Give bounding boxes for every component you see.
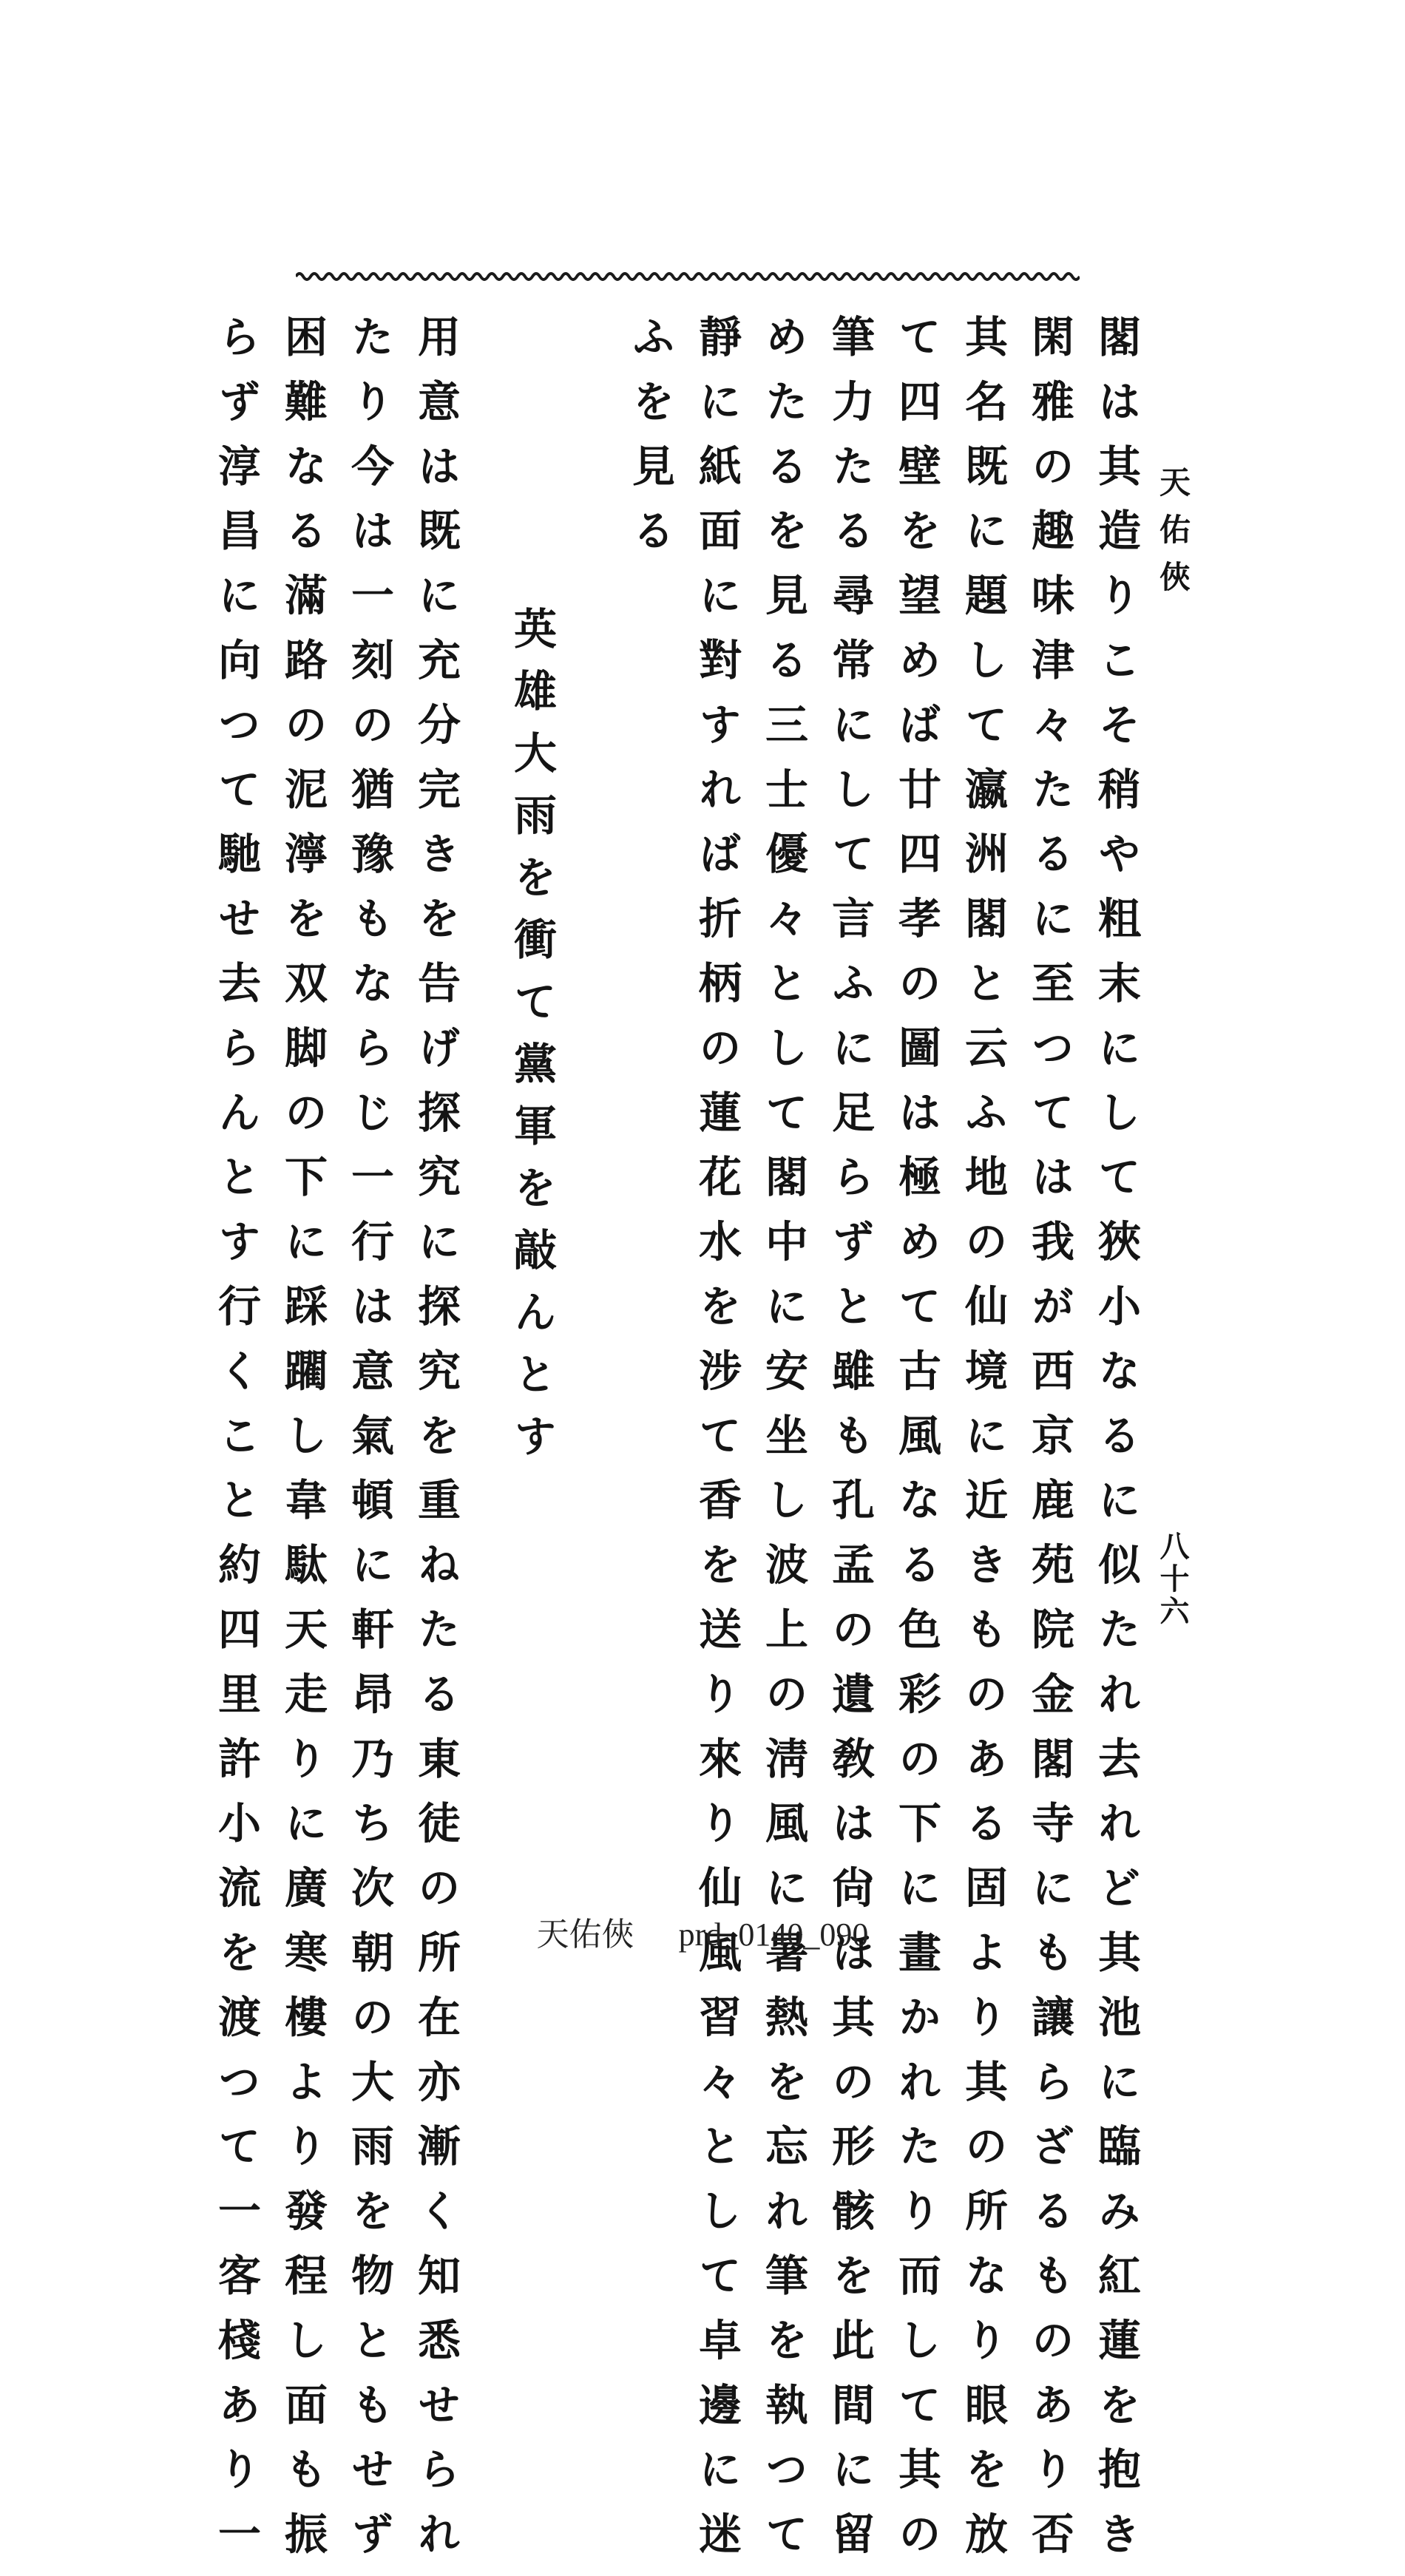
ornament-rule (296, 268, 1080, 285)
text-column: 閣は其造りこそ稍や粗末にして狹小なるに似たれ去れど其池に臨み紅蓮を抱き (1091, 314, 1141, 2576)
text-column: 困難なる滿路の泥濘を双脚の下に踩躙し韋駄天走りに廣寒樓より發程し面も振 (277, 314, 328, 2576)
text-column: 用意は既に充分完きを告げ探究に探究を重ねたる東徒の所在亦漸く知悉せられ (410, 314, 461, 2576)
text-column: て四壁を望めば廿四孝の圖は極めて古風なる色彩の下に畫かれたり而して其の (891, 314, 941, 2576)
text-column: 靜に紙面に對すれば折柄の蓮花水を涉て香を送り來り仙風習々として卓邊に迷 (691, 314, 742, 2576)
text-column: たり今は一刻の猶豫もならじ一行は意氣頓に軒昂乃ち次朝の大雨を物ともせず (344, 314, 394, 2576)
section-heading: 英雄大雨を衝て黨軍を敲んとす (507, 606, 557, 1476)
text-column: 閑雅の趣味津々たるに至つては我が西京鹿苑院金閣寺にも讓らざるものあり否 (1024, 314, 1074, 2576)
page-number: 八十六 (1155, 1531, 1190, 1628)
footer (0, 1908, 1405, 1955)
text-column: めたるを見る三士優々として閣中に安坐し波上の淸風に暑熱を忘れ筆を執つて (758, 314, 808, 2576)
text-column: らず淳昌に向つて馳せ去らんとす行くこと約四里許小流を渡つて一客棧あり一 (211, 314, 261, 2576)
running-head-title: 天佑俠 (1155, 466, 1191, 608)
text-column: 其名既に題して瀛洲閣と云ふ地の仙境に近きものある固より其の所なり眼を放 (958, 314, 1008, 2576)
footer-title: 天佑俠 (536, 1916, 634, 1953)
text-column: 筆力たる尋常にして言ふに足らずと雖も孔孟の遺敎は尙ほ其の形骸を此間に留 (825, 314, 875, 2576)
text-column: ふを見る (625, 314, 675, 573)
footer-code: prd_0140_090 (678, 1916, 869, 1953)
